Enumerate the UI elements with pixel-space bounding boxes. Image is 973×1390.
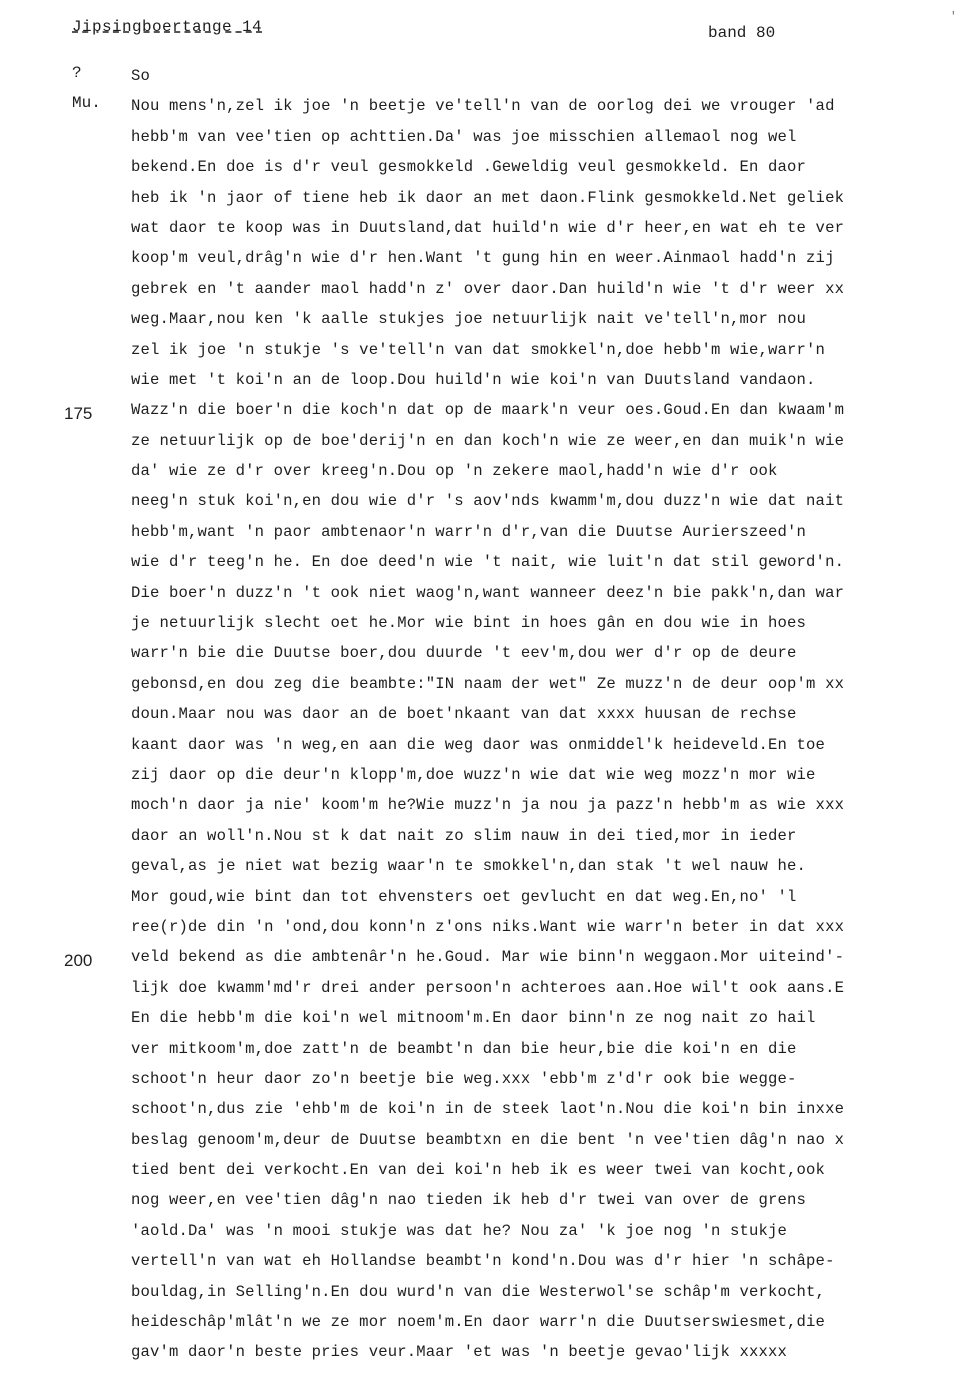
- transcript-line: veld bekend as die ambtenâr'n he.Goud. Mar wie binn'n weggaon.Mor uiteind'-: [131, 948, 845, 967]
- transcript-line: kaant daor was 'n weg,en aan die weg daor was onmiddel'k heideveld.En toe: [131, 735, 826, 754]
- transcript-line: weg.Maar,nou ken 'k aalle stukjes joe netuurlijk nait ve'tell'n,mor nou: [131, 310, 807, 329]
- transcript-line: ver mitkoom'm,doe zatt'n de beambt'n dan bie heur,bie die koi'n en die: [131, 1039, 797, 1058]
- transcript-line: gebonsd,en dou zeg die beambte:"IN naam der wet" Ze muzz'n de deur oop'm xx: [131, 674, 845, 693]
- transcript-line: warr'n bie die Duutse boer,dou duurde 't eev'm,dou wer d'r op de deure: [131, 644, 797, 663]
- transcript-line: En die hebb'm die koi'n wel mitnoom'm.En daor binn'n ze nog nait zo hail: [131, 1009, 816, 1028]
- transcript-line: Wazz'n die boer'n die koch'n dat op de maark'n veur oes.Goud.En dan kwaam'm: [131, 401, 845, 420]
- transcript-line: ze netuurlijk op de boe'derij'n en dan koch'n wie ze weer,en dan muik'n wie: [131, 431, 845, 450]
- speaker-unknown: ?: [72, 64, 82, 82]
- transcript-line: daor an woll'n.Nou st k dat nait zo slim nauw in dei tied,mor in ieder: [131, 826, 797, 845]
- speaker-mu: Mu.: [72, 94, 101, 112]
- transcript-body: [131, 61, 961, 1368]
- transcript-line: wie met 't koi'n an de loop.Dou huild'n wie koi'n van Duutsland vandaon.: [131, 370, 816, 389]
- transcript-line: ree(r)de din 'n 'ond,dou konn'n z'ons niks.Want wie warr'n beter in dat xxx: [131, 917, 845, 936]
- transcript-line: tied bent dei verkocht.En van dei koi'n heb ik es weer twei van kocht,ook: [131, 1161, 826, 1180]
- band-number: band 80: [708, 24, 776, 42]
- transcript-line: vertell'n van wat eh Hollandse beambt'n kond'n.Dou was d'r hier 'n schâpe-: [131, 1252, 835, 1271]
- transcript-line: geval,as je niet wat bezig waar'n te smokkel'n,dan stak 't wel nauw he.: [131, 857, 807, 876]
- transcript-line: koop'm veul,drâg'n wie d'r hen.Want 't gung hin en weer.Ainmaol hadd'n zij: [131, 249, 835, 268]
- transcript-line: gebrek en 't aander maol hadd'n z' over daor.Dan huild'n wie 't d'r weer xx: [131, 279, 845, 298]
- transcript-line: hebb'm,want 'n paor ambtenaor'n warr'n d'r,van die Duutse Aurierszeed'n: [131, 522, 807, 541]
- transcript-line: heb ik 'n jaor of tiene heb ik daor an met daon.Flink gesmokkeld.Net geliek: [131, 188, 845, 207]
- transcript-line: je netuurlijk slecht oet he.Mor wie bint in hoes gân en dou wie in hoes: [131, 614, 807, 633]
- line-number-200: 200: [64, 951, 93, 970]
- transcript-line: heideschâp'mlât'n we ze mor noem'm.En daor warr'n die Duutserswiesmet,die: [131, 1313, 826, 1332]
- transcript-line: wat daor te koop was in Duutsland,dat huild'n wie d'r heer,en wat eh te ver: [131, 218, 845, 237]
- transcript-line: beslag genoom'm,deur de Duutse beambtxn en die bent 'n vee'tien dâg'n nao x: [131, 1130, 845, 1149]
- transcript-line: nog weer,en vee'tien dâg'n nao tieden ik heb d'r twei van over de grens: [131, 1191, 807, 1210]
- transcript-line: doun.Maar nou was daor an de boet'nkaant van dat xxxx huusan de rechse: [131, 705, 797, 724]
- transcript-line: zij daor op die deur'n klopp'm,doe wuzz'n wie dat wie weg mozz'n mor wie: [131, 765, 816, 784]
- transcript-line: So: [131, 67, 151, 85]
- transcript-line: hebb'm van vee'tien op achttien.Da' was joe misschien allemaol nog wel: [131, 127, 797, 146]
- document-title: Jipsingboertange 14: [72, 18, 263, 36]
- transcript-line: neeg'n stuk koi'n,en dou wie d'r 's aov'nds kwamm'm,dou duzz'n wie dat nait: [131, 492, 845, 511]
- transcript-line: lijk doe kwamm'md'r drei ander persoon'n achteroes aan.Hoe wil't ook aans.E: [131, 978, 845, 997]
- transcript-line: Nou mens'n,zel ik joe 'n beetje ve'tell'n van de oorlog dei we vrouger 'ad: [131, 97, 835, 116]
- transcript-line: zel ik joe 'n stukje 's ve'tell'n van dat smokkel'n,doe hebb'm wie,warr'n: [131, 340, 826, 359]
- transcript-line: moch'n daor ja nie' koom'm he?Wie muzz'n ja nou ja pazz'n hebb'm as wie xxx: [131, 796, 845, 815]
- transcript-line: gav'm daor'n beste pries veur.Maar 'et was 'n beetje gevao'lijk xxxxx: [131, 1343, 788, 1362]
- transcript-line: bekend.En doe is d'r veul gesmokkeld .Geweldig veul gesmokkeld. En daor: [131, 158, 807, 177]
- transcript-line: da' wie ze d'r over kreeg'n.Dou op 'n zekere maol,hadd'n wie d'r ook: [131, 462, 778, 481]
- transcript-line: 'aold.Da' was 'n mooi stukje was dat he? Nou za' 'k joe nog 'n stukje: [131, 1221, 788, 1240]
- transcript-line: schoot'n,dus zie 'ehb'm de koi'n in de steek laot'n.Nou die koi'n bin inxxe: [131, 1100, 845, 1119]
- transcript-line: bouldag,in Selling'n.En dou wurd'n van die Westerwol'se schâp'm verkocht,: [131, 1282, 826, 1301]
- transcript-line: Die boer'n duzz'n 't ook niet waog'n,want wanneer deez'n bie pakk'n,dan war: [131, 583, 845, 602]
- transcript-line: Mor goud,wie bint dan tot ehvensters oet gevlucht en dat weg.En,no' 'l: [131, 887, 797, 906]
- transcript-line: wie d'r teeg'n he. En doe deed'n wie 't nait, wie luit'n dat stil geword'n.: [131, 553, 845, 572]
- transcript-line: schoot'n heur daor zo'n beetje bie weg.xxx 'ebb'm z'd'r ook bie wegge-: [131, 1069, 797, 1088]
- line-number-175: 175: [64, 404, 93, 423]
- corner-mark: ': [949, 10, 957, 24]
